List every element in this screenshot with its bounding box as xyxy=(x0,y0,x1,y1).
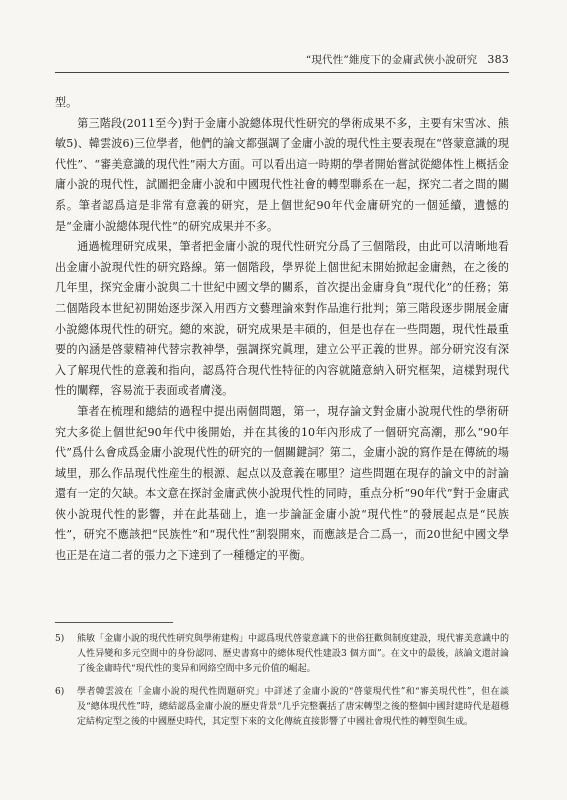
footnote-text: 學者韓雲波在「金庸小說的現代性問題研究」中詳述了金庸小說的“啓蒙現代性”和“審美現代性”，但在談及“總体現代性”時，總結認爲金庸小說的歷史背景“几乎完整囊括了唐宋轉型之後的整個中國封建時代是超穩定結构定型之後的中國歷史時代，其定型下來的文化傳統直接影響了中國社會現代性的轉型與生成。 xyxy=(77,686,509,728)
footnotes xyxy=(55,632,509,737)
paragraph-continuation: 型。 xyxy=(55,96,78,109)
running-title: “現代性”維度下的金庸武俠小說研究 xyxy=(305,54,478,66)
footnote-text: 熊敏「金庸小說的現代性研究與學術建构」中認爲現代啓蒙意識下的世俗狂歡與制度建設，現代審美意識中的人性异變和多元空間中的身份認同、歷史書寫中的總体現代性建設3 個方面”。在文中的最後，該論文還討論了後金庸時代“現代性的斐异和网絡空間中多元价值的崛起。 xyxy=(77,634,510,675)
main-text xyxy=(55,93,509,567)
footnote-number: 5) xyxy=(55,634,65,644)
paragraph: 第三階段(2011至今)對于金庸小說總体現代性研究的學術成果不多，主要有宋雪冰、熊敏5)、韓雲波6)三位學者，他們的論文都强調了金庸小說的現代性主要表現在“啓蒙意識的現代性”、“審美意識的現代性”兩大方面。可以看出這一時期的學者開始嘗試從總体性上概括金庸小說的現代性，試圖把金庸小說和中國現代性社會的轉型聯系在一起，探究二者之間的關系。筆者認爲這是非常有意義的研究，是上個世紀90年代金庸研究的一個延續，遺憾的是“金庸小說總体現代性”的研究成果并不多。 xyxy=(55,116,509,233)
page-number: 383 xyxy=(487,53,509,66)
paragraph: 通過梳理研究成果，筆者把金庸小說的現代性研究分爲了三個階段，由此可以清晰地看出金庸小說現代性的研究路線。第一個階段，學界從上個世紀末開始掀起金庸熱，在之後的几年里，探究金庸小說與二十世紀中國文學的關系，首次提出金庸身負“現代化”的任務；第二個階段本世紀初開始逐步深入用西方文藝理論來對作品進行批判；第三階段逐步開展金庸小說總体現代性的研究。總的來說，研究成果是丰碩的，但是也存在一些問題，現代性最重要的內涵是啓蒙精神代替宗教神學，强調探究眞理，建立公平正義的世界。部分研究沒有深入了解現代性的意義和指向，認爲符合現代性特征的內容就隨意納入研究框架，這樣對現代性的闡釋，容易流于表面或者膚淺。 xyxy=(55,240,509,398)
footnote xyxy=(55,632,509,678)
footnote-number: 6) xyxy=(55,686,65,697)
footnote-rule xyxy=(55,622,173,623)
paragraph: 筆者在梳理和總結的過程中提出兩個問題，第一，現存論文對金庸小說現代性的學術研究大多從上個世紀90年代中後開始，并在其後的10年內形成了一個研究高潮，那么“90年代”爲什么會成爲金庸小說現代性的研究的一個關鍵詞？第二，金庸小說的寫作是在傳統的場域里，那么作品現代性産生的根源、起点以及意義在哪里？這些問題在現存的論文中的討論還有一定的欠缺。本文意在探討金庸武俠小說現代性的同時，重点分析“90年代”對于金庸武俠小說現代性的影響，并在此基础上，進一步論証金庸小說“現代性”的發展起点是“民族性”，研究不應該把“民族性”和“現代性”割裂開來，而應該是合二爲一，而20世紀中國文學也正是在這二者的張力之下達到了一種穩定的平衡。 xyxy=(55,404,509,563)
running-header xyxy=(55,52,509,73)
footnote xyxy=(55,685,509,731)
